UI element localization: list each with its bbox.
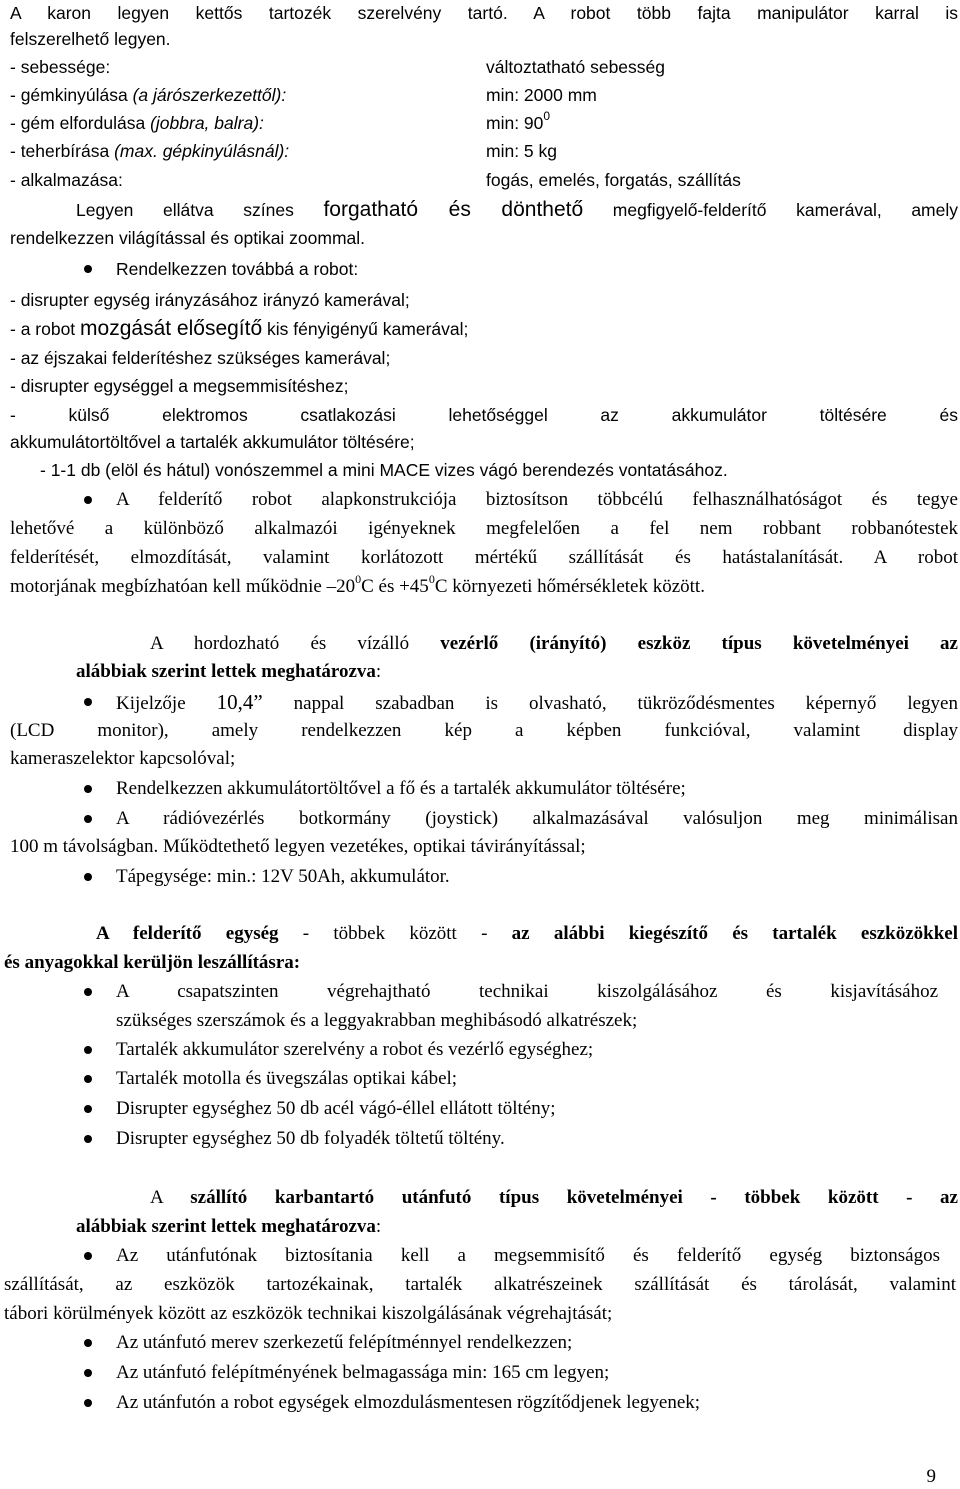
robot-list-line-1: - disrupter egység irányzásához irányzó kamerával;: [10, 290, 410, 310]
intro-line-1: A karon legyen kettős tartozék szerelvény tartó. A robot több fajta manipulátor karral is: [10, 3, 958, 23]
trailer-item-fixing: Az utánfutón a robot egységek elmozdulásmentesen rögzítődjenek legyenek;: [116, 1392, 701, 1413]
spec-label: - sebessége:: [10, 57, 111, 77]
degree-superscript: 0: [428, 572, 435, 586]
controller-heading-text: A hordozható és vízálló: [150, 633, 441, 654]
spec-label-italic: (max. gépkinyúlásnál):: [114, 141, 290, 161]
controller-item-power: Tápegysége: min.: 12V 50Ah, akkumulátor.: [116, 866, 450, 887]
bullet-icon: [84, 1075, 92, 1083]
controller-heading-bold: vezérlő (irányító) eszköz típus követelményei az: [440, 633, 958, 654]
trailer-item-structure: Az utánfutó merev szerkezetű felépítménnyel rendelkezzen;: [116, 1332, 573, 1353]
controller-heading-line-2: [76, 659, 958, 685]
bullet-icon: [84, 1105, 92, 1113]
intro-line-2: felszerelhető legyen.: [10, 29, 171, 49]
robot-list-line-3: - az éjszakai felderítéshez szükséges kamerával;: [10, 348, 391, 368]
trailer-heading-colon: :: [375, 1216, 382, 1237]
spare-heading-line-1: [96, 921, 958, 947]
trailer-item-transport-line-2: szállítását, az eszközök tartozékainak, tartalék alkatrészeinek szállítását és tárolását, valamint: [4, 1274, 956, 1295]
spec-label: - alkalmazása:: [10, 170, 123, 190]
camera-line-1: [76, 197, 958, 223]
controller-item-charger: Rendelkezzen akkumulátortöltővel a fő és a tartalék akkumulátor töltésére;: [116, 778, 686, 799]
controller-item-display-line-3: kameraszelektor kapcsolóval;: [10, 748, 236, 769]
trailer-item-transport: Az utánfutónak biztosítania kell a megsemmisítő és felderítő egység biztonságos: [116, 1245, 940, 1266]
trailer-heading-line-1: [150, 1185, 958, 1211]
spare-item-cartridge-liquid: Disrupter egységhez 50 db folyadék töltetű töltény.: [116, 1128, 505, 1149]
spare-heading-text: - többek között -: [278, 923, 512, 944]
camera-text-a: Legyen ellátva színes: [76, 200, 324, 220]
controller-text-emph: 10,4”: [216, 690, 263, 714]
construction-line-4: [10, 574, 958, 600]
spec-label-italic: (a járószerkezettől):: [132, 85, 287, 105]
trailer-heading-bold: szállító karbantartó utánfutó típus követelményei - többek között - az: [190, 1187, 958, 1208]
robot-list-intro: Rendelkezzen továbbá a robot:: [116, 259, 359, 279]
robot-list-text-a: - a robot: [10, 319, 81, 339]
construction-line-2: lehetővé a különböző alkalmazói igényeknek megfelelően a fel nem robbant robbanótestek: [10, 518, 958, 539]
robot-list-line-4: - disrupter egységgel a megsemmisítéshez;: [10, 376, 349, 396]
spec-application: [10, 167, 958, 193]
controller-item-display-line-2: (LCD monitor), amely rendelkezzen kép a képben funkcióval, valamint display: [10, 720, 958, 741]
bullet-icon: [84, 1252, 92, 1260]
construction-text-a: motorjának megbízhatóan kell működnie –20: [10, 576, 356, 597]
spare-heading-bold: A felderítő egység: [96, 923, 279, 944]
bullet-icon: [84, 1369, 92, 1377]
trailer-item-transport-line-3: tábori körülmények között az eszközök technikai kiszolgálásának végrehajtását;: [4, 1303, 613, 1324]
controller-item-joystick-line-2: 100 m távolságban. Működtethető legyen vezetékes, optikai távirányítással;: [10, 836, 586, 857]
spare-item-tools: A csapatszinten végrehajtható technikai kiszolgálásához és kisjavításához: [116, 981, 938, 1002]
camera-text-emph: forgatható és dönthető: [323, 198, 584, 221]
robot-list-text-b: kis fényigényű kamerával;: [262, 319, 469, 339]
spec-label: - gém elfordulása: [10, 113, 151, 133]
bullet-icon: [84, 1339, 92, 1347]
robot-list-line-7: - 1-1 db (elöl és hátul) vonószemmel a mini MACE vizes vágó berendezés vontatásához.: [40, 460, 728, 480]
bullet-icon: [84, 1399, 92, 1407]
robot-list-text-emph: mozgását elősegítő: [80, 317, 263, 340]
spec-value-text: min: 90: [486, 113, 544, 133]
trailer-item-height: Az utánfutó felépítményének belmagassága min: 165 cm legyen;: [116, 1362, 610, 1383]
construction-line-1: A felderítő robot alapkonstrukciója biztosítson többcélú felhasználhatóságot és tegye: [116, 489, 958, 510]
bullet-icon: [84, 1046, 92, 1054]
spec-value: min: 5 kg: [486, 141, 557, 161]
bullet-icon: [84, 1135, 92, 1143]
bullet-icon: [84, 873, 92, 881]
controller-heading-colon: :: [375, 661, 382, 682]
construction-line-3: felderítését, elmozdítását, valamint korlátozott mértékű szállítását és hatástalanítását. A robot: [10, 547, 958, 568]
bullet-icon: [84, 988, 92, 996]
spec-boom-reach: [10, 82, 958, 108]
trailer-heading-text: A: [150, 1187, 191, 1208]
degree-superscript: 0: [543, 109, 551, 123]
bullet-icon: [84, 815, 92, 823]
spec-value: [486, 110, 550, 136]
robot-list-line-6: akkumulátortöltővel a tartalék akkumulátor töltésére;: [10, 432, 415, 452]
controller-heading-bold: alábbiak szerint lettek meghatározva: [76, 661, 376, 682]
trailer-heading-line-2: [76, 1214, 958, 1240]
controller-heading-line-1: [150, 631, 958, 657]
page-number: 9: [926, 1466, 936, 1487]
spec-label: - teherbírása: [10, 141, 115, 161]
spare-item-tools-line-2: szükséges szerszámok és a leggyakrabban meghibásodó alkatrészek;: [116, 1010, 638, 1031]
controller-text-b: nappal szabadban is olvasható, tükröződésmentes képernyő legyen: [262, 693, 958, 714]
spare-item-reel: Tartalék motolla és üvegszálas optikai kábel;: [116, 1068, 458, 1089]
trailer-heading-bold: alábbiak szerint lettek meghatározva: [76, 1216, 376, 1237]
spare-item-cartridge-steel: Disrupter egységhez 50 db acél vágó-éllel ellátott töltény;: [116, 1098, 556, 1119]
robot-list-line-2: [10, 316, 958, 342]
construction-text-b: C és +45: [361, 576, 429, 597]
spec-speed: [10, 54, 958, 80]
spec-label: - gémkinyúlása: [10, 85, 133, 105]
controller-item-display: [116, 689, 958, 715]
spare-heading-bold: az alábbi kiegészítő és tartalék eszközökkel: [511, 923, 958, 944]
construction-text-c: C környezeti hőmérsékletek között.: [434, 576, 705, 597]
degree-superscript: 0: [355, 572, 362, 586]
spare-heading-line-2: és anyagokkal kerüljön leszállításra:: [4, 952, 301, 973]
bullet-icon: [84, 785, 92, 793]
bullet-icon: [84, 265, 92, 273]
spec-load-capacity: [10, 138, 958, 164]
spec-label-italic: (jobbra, balra):: [150, 113, 264, 133]
controller-text-a: Kijelzője: [116, 693, 217, 714]
spec-value: fogás, emelés, forgatás, szállítás: [486, 170, 741, 190]
controller-item-joystick: A rádióvezérlés botkormány (joystick) alkalmazásával valósuljon meg minimálisan: [116, 808, 958, 829]
bullet-icon: [84, 698, 92, 706]
spare-item-battery: Tartalék akkumulátor szerelvény a robot és vezérlő egységhez;: [116, 1039, 594, 1060]
spec-value: min: 2000 mm: [486, 85, 597, 105]
robot-list-line-5: - külső elektromos csatlakozási lehetőséggel az akkumulátor töltésére és: [10, 405, 958, 425]
spec-boom-rotation: [10, 110, 958, 136]
bullet-icon: [84, 496, 92, 504]
camera-text-b: megfigyelő-felderítő kamerával, amely: [583, 200, 958, 220]
spec-value: változtatható sebesség: [486, 57, 666, 77]
camera-line-2: rendelkezzen világítással és optikai zoommal.: [10, 228, 366, 248]
